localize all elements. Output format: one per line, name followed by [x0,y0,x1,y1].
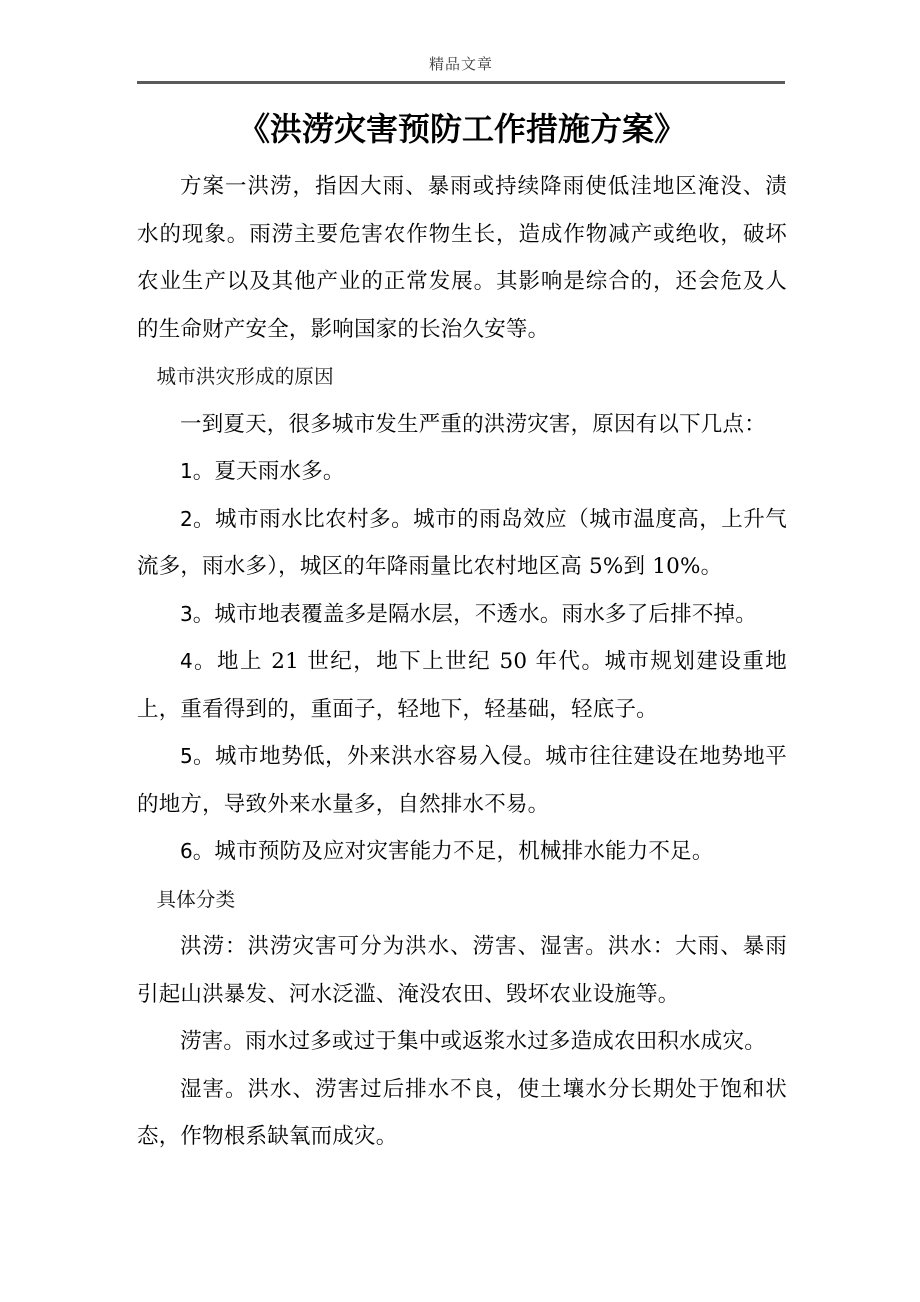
list-item [137,733,787,828]
paragraph: 湿害。洪水、涝害过后排水不良，使土壤水分长期处于饱和状态，作物根系缺氧而成灾。 [137,1076,787,1149]
paragraph: 一到夏天，很多城市发生严重的洪涝灾害，原因有以下几点： [180,411,766,437]
list-item-number: 2 [180,506,193,531]
document-body [137,101,787,1161]
paragraph: 洪涝：洪涝灾害可分为洪水、涝害、湿害。洪水：大雨、暴雨引起山洪暴发、河水泛滥、淹没农田、毁坏农业设施等。 [137,934,787,1007]
list-item-number: 4 [180,649,193,673]
section-subheading: 具体分类 [156,887,236,911]
list-item-text: 。城市地表覆盖多是隔水层，不透水。雨水多了后排不掉。 [192,601,757,627]
list-item [137,828,787,876]
paragraph: 方案一洪涝，指因大雨、暴雨或持续降雨使低洼地区淹没、渍水的现象。雨涝主要危害农作物生长，造成作物减产或绝收，破坏农业生产以及其他产业的正常发展。其影响是综合的，还会危及人的生命财产安全，影响国家的长治久安等。 [137,174,787,342]
list-item-text: 。城市雨水比农村多。城市的雨岛效应（城市温度高，上升气流多，雨水多），城区的年降雨量比农村地区高 5%到 10%。 [137,506,787,579]
list-item [137,591,787,639]
list-item [137,496,787,591]
list-item-text: 。城市地势低，外来洪水容易入侵。城市往往建设在地势地平的地方，导致外来水量多，自然排水不易。 [137,744,787,817]
list-item-text: 。城市预防及应对灾害能力不足，机械排水能力不足。 [192,839,714,864]
list-item-number: 6 [180,839,193,863]
page-title: 《洪涝灾害预防工作措施方案》 [237,110,686,148]
document-content [137,163,787,1161]
list-item-text: 。夏天雨水多。 [192,459,345,484]
running-head-text: 精品文章 [428,55,493,73]
list-item [137,448,787,496]
list-item-number: 3 [180,601,193,626]
list-item [137,638,787,733]
header-divider [137,81,785,84]
list-item-text: 。地上 21 世纪，地下上世纪 50 年代。城市规划建设重地上，重看得到的，重面子，轻地下，轻基础，轻底子。 [137,649,787,722]
page-header [137,54,785,92]
list-item-number: 1 [180,459,193,483]
list-item-number: 5 [180,744,193,768]
paragraph: 涝害。雨水过多或过于集中或返浆水过多造成农田积水成灾。 [180,1029,766,1054]
section-subheading: 城市洪灾形成的原因 [156,365,334,388]
